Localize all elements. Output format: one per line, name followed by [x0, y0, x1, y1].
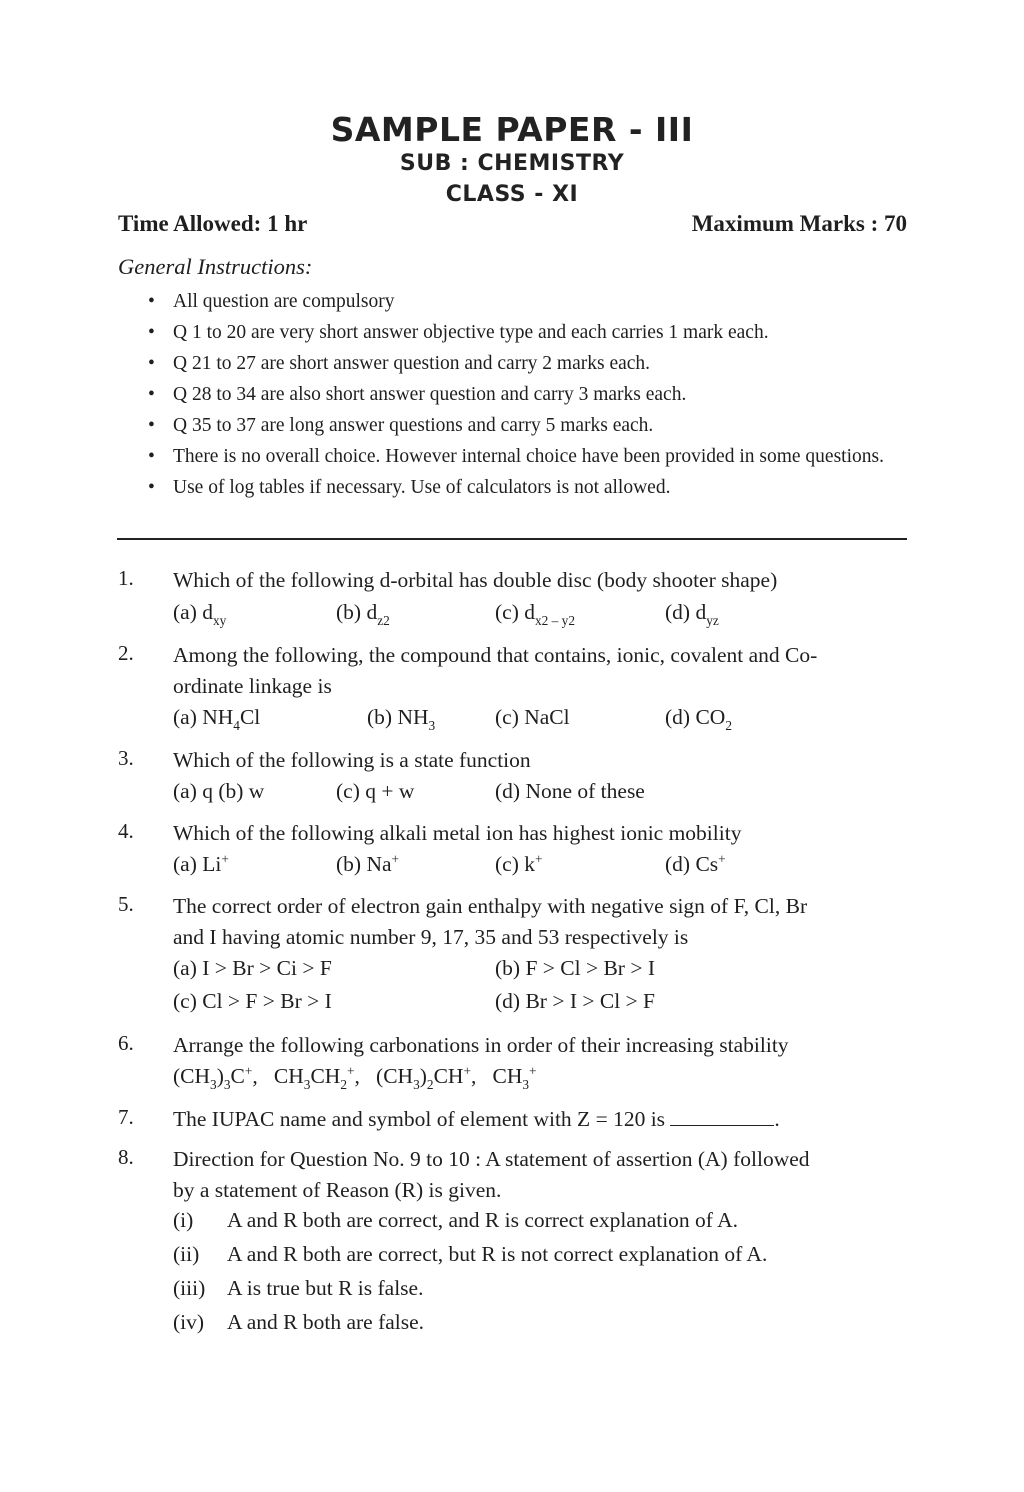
question-text-wrap: The IUPAC name and symbol of element with Z = 120 is . — [173, 1107, 780, 1131]
species-tert-butyl: $(CH_3)_3C^+$, — [173, 1063, 258, 1092]
option-a: (a) $NH_4Cl$ — [173, 705, 261, 733]
option-d: (d) Br > I > Cl > F — [495, 989, 656, 1013]
question-text: Which of the following d-orbital has double disc (body shooter shape) — [173, 568, 778, 592]
instruction-item: • Q 1 to 20 are very short answer objective type and each carries 1 mark each. — [148, 317, 918, 348]
bullet-icon: • — [148, 322, 155, 343]
carbocation-list — [173, 1063, 537, 1092]
species-methyl: $CH_3^+$ — [492, 1063, 537, 1092]
option-c: (c) k+ — [495, 851, 543, 876]
bullet-icon: • — [148, 415, 155, 436]
class-heading: CLASS - XI — [445, 182, 579, 207]
option-c: (c) $d_{x2 - y2}$ — [495, 600, 575, 628]
question-number: 3. — [118, 746, 134, 770]
question-number: 4. — [118, 819, 134, 843]
species-ethyl: $CH_3CH_2^+$, — [273, 1063, 360, 1092]
instruction-item: • There is no overall choice. However internal choice have been provided in some questions. — [148, 441, 918, 472]
question-text-line-1: Direction for Question No. 9 to 10 : A statement of assertion (A) followed — [173, 1147, 810, 1171]
option-d: (d) None of these — [495, 779, 645, 803]
section-divider — [117, 538, 907, 540]
option-d: (d) $CO_2$ — [665, 705, 732, 733]
question-number: 1. — [118, 566, 134, 590]
option-a: (a) Li+ — [173, 851, 229, 876]
option-b: (b) Na+ — [336, 851, 400, 876]
question-number: 6. — [118, 1031, 134, 1055]
question-number: 7. — [118, 1105, 134, 1129]
bullet-icon: • — [148, 384, 155, 405]
option-a: (a) $d_{xy}$ — [173, 600, 227, 628]
bullet-icon: • — [148, 477, 155, 498]
answer-blank[interactable] — [670, 1105, 774, 1126]
paper-title: SAMPLE PAPER - III — [330, 110, 694, 149]
instruction-item: • Q 35 to 37 are long answer questions and carry 5 marks each. — [148, 410, 918, 441]
assertion-option-i: (i) A and R both are correct, and R is correct explanation of A. — [173, 1208, 739, 1232]
time-allowed: Time Allowed: 1 hr — [118, 211, 308, 236]
question-text: Which of the following is a state function — [173, 748, 531, 772]
option-c: (c) Cl > F > Br > I — [173, 989, 332, 1013]
option-b: (b) F > Cl > Br > I — [495, 956, 656, 980]
subject-heading: SUB : CHEMISTRY — [399, 151, 625, 176]
option-a-b: (a) q (b) w — [173, 779, 265, 803]
question-text-line-2: ordinate linkage is — [173, 674, 332, 698]
option-a: (a) I > Br > Ci > F — [173, 956, 332, 980]
option-d: (d) $d_{yz}$ — [665, 600, 719, 628]
question-text-line-2: and I having atomic number 9, 17, 35 and 53 respectively is — [173, 925, 689, 949]
instruction-item: • All question are compulsory — [148, 286, 918, 317]
species-isopropyl: $(CH_3)_2CH^+$, — [376, 1063, 477, 1092]
bullet-icon: • — [148, 353, 155, 374]
question-text-line-1: Among the following, the compound that contains, ionic, covalent and Co- — [173, 643, 818, 667]
question-text: Arrange the following carbonations in order of their increasing stability — [173, 1033, 789, 1057]
bullet-icon: • — [148, 291, 155, 312]
instruction-item: • Use of log tables if necessary. Use of calculators is not allowed. — [148, 472, 918, 503]
instructions-heading: General Instructions: — [118, 254, 313, 279]
question-text: Which of the following alkali metal ion has highest ionic mobility — [173, 821, 742, 845]
question-text-line-1: The correct order of electron gain enthalpy with negative sign of F, Cl, Br — [173, 894, 808, 918]
question-number: 2. — [118, 641, 134, 665]
assertion-option-iii: (iii) A is true but R is false. — [173, 1276, 424, 1300]
option-d: (d) Cs+ — [665, 851, 726, 876]
question-number: 8. — [118, 1145, 134, 1169]
assertion-option-ii: (ii) A and R both are correct, but R is not correct explanation of A. — [173, 1242, 768, 1266]
option-c: (c) NaCl — [495, 705, 570, 729]
instructions-list — [148, 286, 918, 503]
option-b: (b) $d_{z2}$ — [336, 600, 390, 628]
instruction-item: • Q 28 to 34 are also short answer question and carry 3 marks each. — [148, 379, 918, 410]
maximum-marks: Maximum Marks : 70 — [691, 211, 907, 236]
question-number: 5. — [118, 892, 134, 916]
question-text: The IUPAC name and symbol of element with Z = 120 is — [173, 1107, 666, 1131]
option-c: (c) q + w — [336, 779, 415, 803]
question-text-line-2: by a statement of Reason (R) is given. — [173, 1178, 502, 1202]
option-b: (b) $NH_3$ — [367, 705, 436, 733]
instruction-item: • Q 21 to 27 are short answer question and carry 2 marks each. — [148, 348, 918, 379]
assertion-option-iv: (iv) A and R both are false. — [173, 1310, 425, 1334]
bullet-icon: • — [148, 446, 155, 467]
